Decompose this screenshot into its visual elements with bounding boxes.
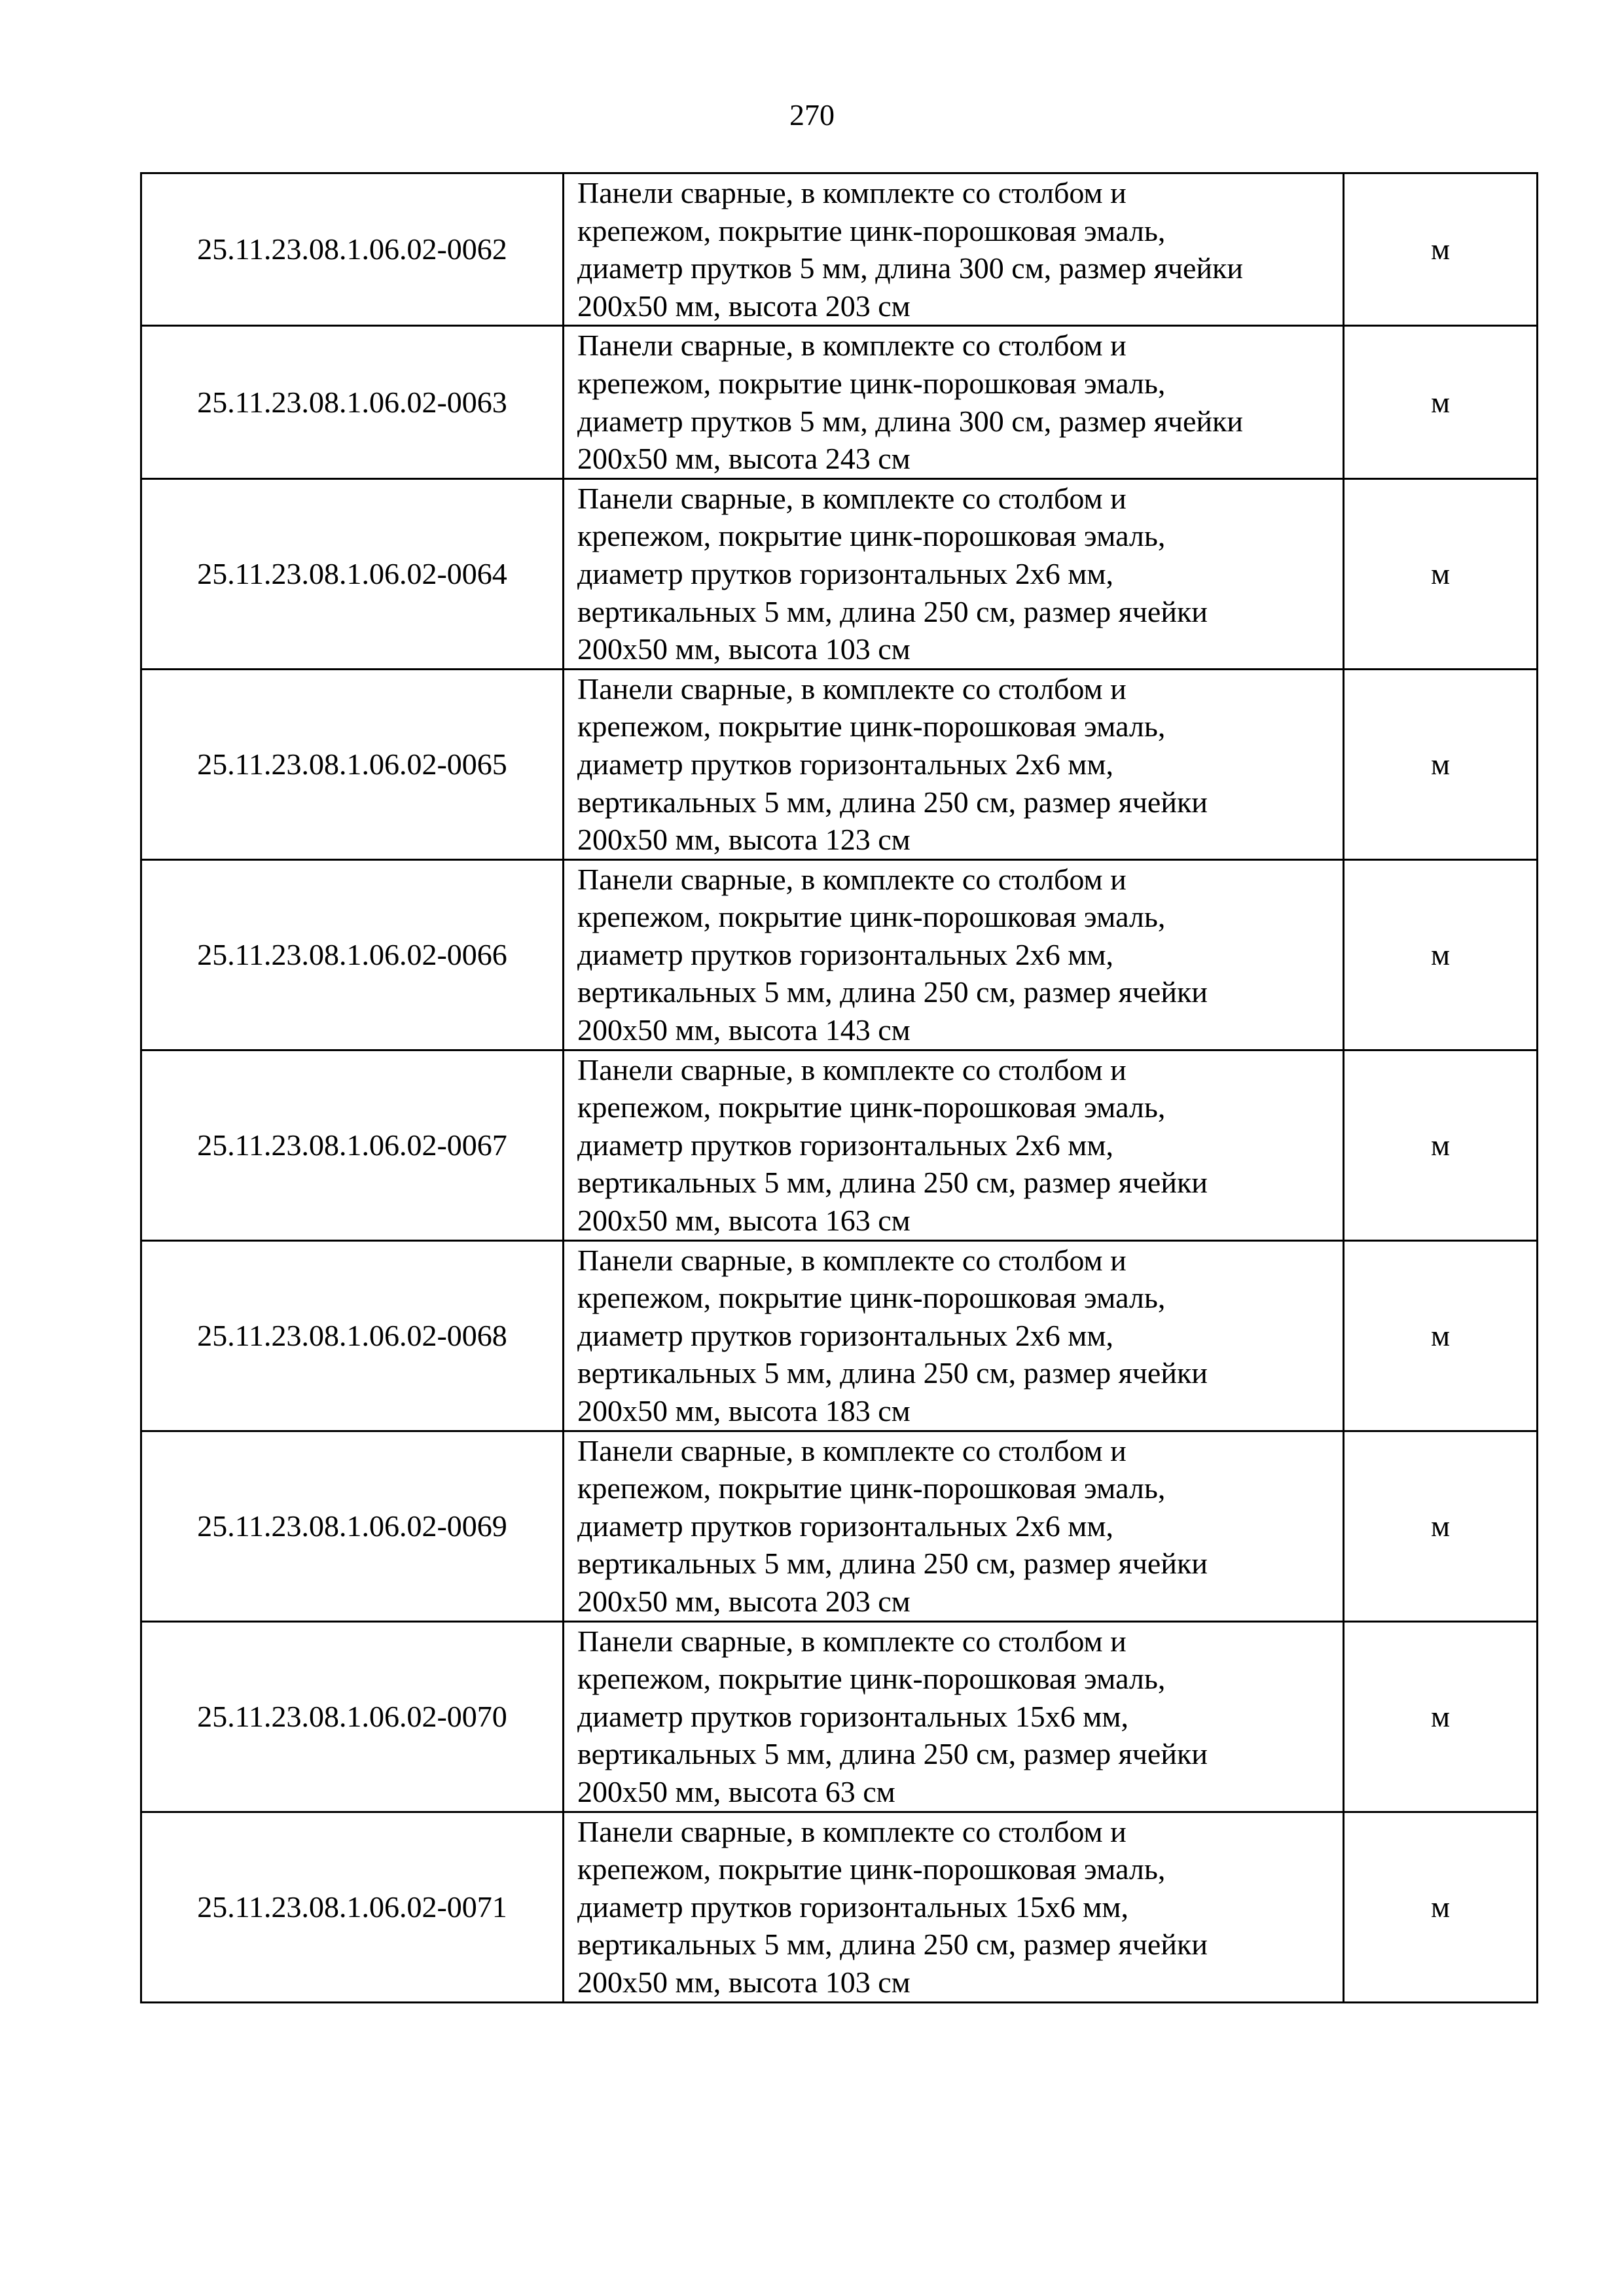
- resource-description: [564, 669, 1344, 859]
- description-line: вертикальных 5 мм, длина 250 см, размер ячейки: [577, 1737, 1208, 1771]
- description-line: вертикальных 5 мм, длина 250 см, размер ячейки: [577, 1928, 1208, 1962]
- description-line: 200х50 мм, высота 103 см: [577, 1965, 911, 1999]
- description-line: диаметр прутков горизонтальных 2х6 мм,: [577, 937, 1113, 971]
- unit-of-measure: м: [1344, 173, 1538, 326]
- description-line: вертикальных 5 мм, длина 250 см, размер ячейки: [577, 594, 1208, 628]
- description-line: диаметр прутков горизонтальных 15х6 мм,: [577, 1699, 1128, 1733]
- resource-description: [564, 478, 1344, 669]
- table-row: [141, 1240, 1538, 1431]
- description-line: диаметр прутков 5 мм, длина 300 см, размер ячейки: [577, 404, 1243, 438]
- resource-description: [564, 859, 1344, 1050]
- description-line: крепежом, покрытие цинк-порошковая эмаль,: [577, 1662, 1166, 1696]
- description-line: диаметр прутков горизонтальных 2х6 мм,: [577, 1128, 1113, 1162]
- catalog-table: [140, 172, 1538, 2003]
- description-line: Панели сварные, в комплекте со столбом и: [577, 1624, 1127, 1658]
- description-line: крепежом, покрытие цинк-порошковая эмаль,: [577, 1852, 1166, 1886]
- table-row: [141, 1812, 1538, 2002]
- resource-code: 25.11.23.08.1.06.02-0064: [141, 478, 564, 669]
- description-line: 200х50 мм, высота 63 см: [577, 1774, 895, 1808]
- description-line: 200х50 мм, высота 183 см: [577, 1394, 911, 1427]
- description-line: вертикальных 5 мм, длина 250 см, размер ячейки: [577, 1166, 1208, 1200]
- description-line: Панели сварные, в комплекте со столбом и: [577, 1243, 1127, 1277]
- resource-description: [564, 1050, 1344, 1240]
- description-line: вертикальных 5 мм, длина 250 см, размер ячейки: [577, 975, 1208, 1009]
- resource-code: 25.11.23.08.1.06.02-0066: [141, 859, 564, 1050]
- page-number: 270: [789, 98, 835, 132]
- resource-code: 25.11.23.08.1.06.02-0068: [141, 1240, 564, 1431]
- resource-description: [564, 326, 1344, 478]
- description-line: Панели сварные, в комплекте со столбом и: [577, 329, 1127, 363]
- description-line: крепежом, покрытие цинк-порошковая эмаль,: [577, 709, 1166, 744]
- description-line: 200х50 мм, высота 143 см: [577, 1013, 911, 1047]
- description-line: Панели сварные, в комплекте со столбом и: [577, 176, 1127, 209]
- description-line: крепежом, покрытие цинк-порошковая эмаль,: [577, 1090, 1166, 1124]
- table-row: [141, 1431, 1538, 1621]
- description-line: Панели сварные, в комплекте со столбом и: [577, 1814, 1127, 1848]
- resource-code: 25.11.23.08.1.06.02-0065: [141, 669, 564, 859]
- resource-description: [564, 1812, 1344, 2002]
- description-line: крепежом, покрытие цинк-порошковая эмаль,: [577, 519, 1166, 553]
- description-line: вертикальных 5 мм, длина 250 см, размер ячейки: [577, 1547, 1208, 1581]
- description-line: крепежом, покрытие цинк-порошковая эмаль,: [577, 213, 1166, 247]
- unit-of-measure: м: [1344, 1050, 1538, 1240]
- description-line: Панели сварные, в комплекте со столбом и: [577, 1052, 1127, 1086]
- resource-code: 25.11.23.08.1.06.02-0067: [141, 1050, 564, 1240]
- table-row: [141, 326, 1538, 478]
- description-line: Панели сварные, в комплекте со столбом и: [577, 672, 1127, 706]
- table-row: [141, 1621, 1538, 1812]
- description-line: крепежом, покрытие цинк-порошковая эмаль,: [577, 1471, 1166, 1505]
- description-line: вертикальных 5 мм, длина 250 см, размер ячейки: [577, 785, 1208, 819]
- unit-of-measure: м: [1344, 1812, 1538, 2002]
- unit-of-measure: м: [1344, 1431, 1538, 1621]
- unit-of-measure: м: [1344, 669, 1538, 859]
- resource-description: [564, 1621, 1344, 1812]
- table-row: [141, 669, 1538, 859]
- description-line: диаметр прутков горизонтальных 15х6 мм,: [577, 1890, 1128, 1924]
- unit-of-measure: м: [1344, 1621, 1538, 1812]
- description-line: Панели сварные, в комплекте со столбом и: [577, 1433, 1127, 1467]
- description-line: диаметр прутков горизонтальных 2х6 мм,: [577, 747, 1113, 781]
- table-row: [141, 1050, 1538, 1240]
- resource-description: [564, 1431, 1344, 1621]
- description-line: диаметр прутков горизонтальных 2х6 мм,: [577, 1509, 1113, 1543]
- description-line: крепежом, покрытие цинк-порошковая эмаль,: [577, 1281, 1166, 1315]
- description-line: 200х50 мм, высота 203 см: [577, 1584, 911, 1618]
- description-line: 200х50 мм, высота 163 см: [577, 1204, 911, 1238]
- description-line: крепежом, покрытие цинк-порошковая эмаль,: [577, 900, 1166, 934]
- description-line: 200х50 мм, высота 243 см: [577, 442, 911, 476]
- unit-of-measure: м: [1344, 326, 1538, 478]
- resource-description: [564, 173, 1344, 326]
- description-line: 200х50 мм, высота 103 см: [577, 632, 911, 666]
- description-line: 200х50 мм, высота 203 см: [577, 289, 911, 323]
- description-line: диаметр прутков 5 мм, длина 300 см, размер ячейки: [577, 251, 1243, 285]
- catalog-table-body: [141, 173, 1538, 2003]
- unit-of-measure: м: [1344, 478, 1538, 669]
- description-line: крепежом, покрытие цинк-порошковая эмаль,: [577, 366, 1166, 400]
- resource-code: 25.11.23.08.1.06.02-0062: [141, 173, 564, 326]
- resource-code: 25.11.23.08.1.06.02-0069: [141, 1431, 564, 1621]
- resource-description: [564, 1240, 1344, 1431]
- description-line: Панели сварные, в комплекте со столбом и: [577, 481, 1127, 515]
- table-row: [141, 859, 1538, 1050]
- unit-of-measure: м: [1344, 859, 1538, 1050]
- table-row: [141, 173, 1538, 326]
- description-line: 200х50 мм, высота 123 см: [577, 823, 911, 857]
- description-line: Панели сварные, в комплекте со столбом и: [577, 862, 1127, 896]
- resource-code: 25.11.23.08.1.06.02-0070: [141, 1621, 564, 1812]
- resource-code: 25.11.23.08.1.06.02-0071: [141, 1812, 564, 2002]
- resource-code: 25.11.23.08.1.06.02-0063: [141, 326, 564, 478]
- description-line: диаметр прутков горизонтальных 2х6 мм,: [577, 556, 1113, 590]
- table-row: [141, 478, 1538, 669]
- unit-of-measure: м: [1344, 1240, 1538, 1431]
- description-line: диаметр прутков горизонтальных 2х6 мм,: [577, 1318, 1113, 1352]
- description-line: вертикальных 5 мм, длина 250 см, размер ячейки: [577, 1356, 1208, 1390]
